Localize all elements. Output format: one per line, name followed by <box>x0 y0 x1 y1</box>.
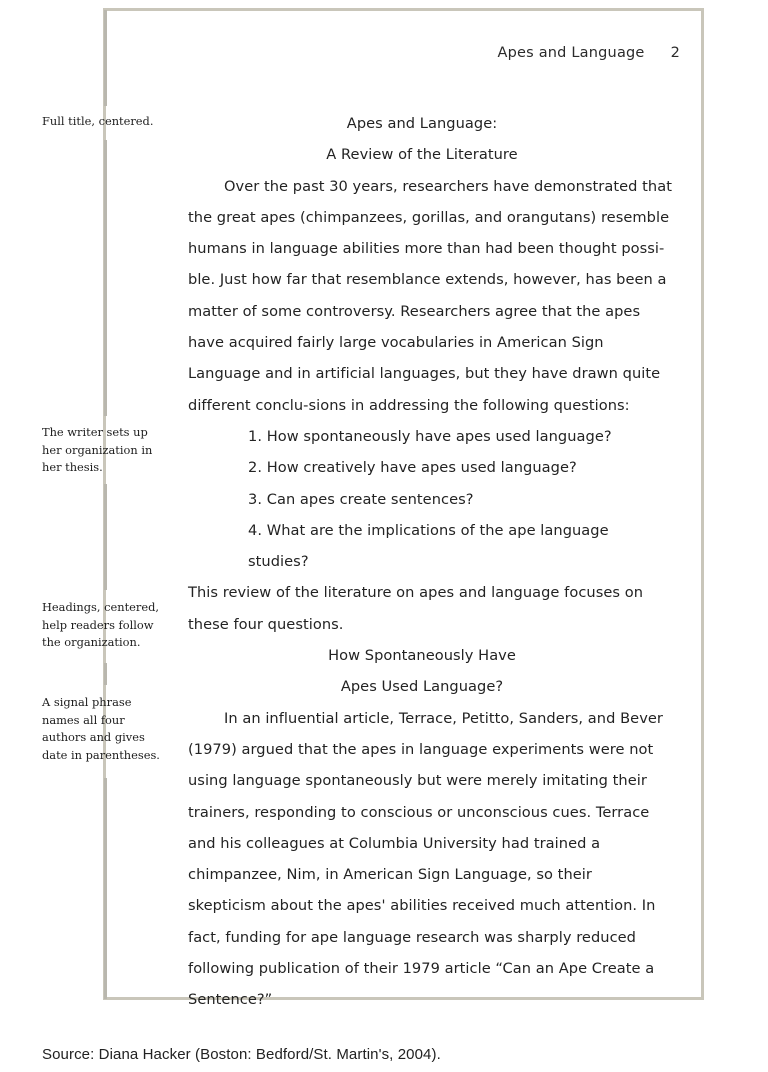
list-item: 4. What are the implications of the ape language studies? <box>248 521 609 571</box>
source-caption: Source: Diana Hacker (Boston: Bedford/St. Martin's, 2004). <box>42 1046 441 1063</box>
section-heading-line-1: How Spontaneously Have <box>328 647 516 665</box>
paper-title-line-1: Apes and Language: <box>346 115 498 132</box>
margin-annotation-signal-phrase: A signal phrase names all four authors and gives date in parentheses. <box>42 695 160 762</box>
paper-title-line-2: A Review of the Literature <box>326 146 518 164</box>
running-head-title: Apes and Language <box>497 45 645 61</box>
document-body <box>188 108 672 1016</box>
list-item: 2. How creatively have apes used language? <box>248 459 577 477</box>
list-item: 1. How spontaneously have apes used language? <box>248 427 612 445</box>
running-head <box>0 45 768 61</box>
margin-rule-segment <box>104 140 107 416</box>
margin-rule-segment <box>104 484 107 590</box>
body-paragraph-3: In an influential article, Terrace, Petitto, Sanders, and Bever (1979) argued that the apes in language experiments were not using language spontaneously but were merely imitating their trainers, responding to conscious or unconscious cues. Terrace and his colleagues at Columbia University had trained a chimpanzee, Nim, in American Sign Language, so their skepticism about the apes' abilities received much attention. In fact, funding for ape language research was sharply reduced following publication of their 1979 article “Can an Ape Create a Sentence?” <box>188 709 663 1009</box>
margin-annotation-full-title: Full title, centered. <box>42 114 154 128</box>
margin-annotation-thesis: The writer sets up her organization in her thesis. <box>42 425 153 475</box>
margin-rule-segment <box>104 778 107 999</box>
list-item: 3. Can apes create sentences? <box>248 490 474 508</box>
research-questions-list <box>188 421 672 577</box>
body-paragraph-2: This review of the literature on apes and language focuses on these four questions. <box>188 584 643 633</box>
section-heading-line-2: Apes Used Language? <box>340 678 504 696</box>
page-number: 2 <box>670 45 680 61</box>
margin-rule-segment <box>104 663 107 685</box>
body-paragraph-1: Over the past 30 years, researchers have demonstrated that the great apes (chimpanzees, gorillas, and orangutans) resemble humans in language abilities more than had been thought possi-ble. Just how far that resemblance extends, however, has been a matter of some controversy. Researchers agree that the apes have acquired fairly large vocabularies in American Sign Language and in artificial languages, but they have drawn quite different conclu-sions in addressing the following questions: <box>188 177 672 414</box>
margin-annotation-headings: Headings, centered, help readers follow the organization. <box>42 600 159 650</box>
